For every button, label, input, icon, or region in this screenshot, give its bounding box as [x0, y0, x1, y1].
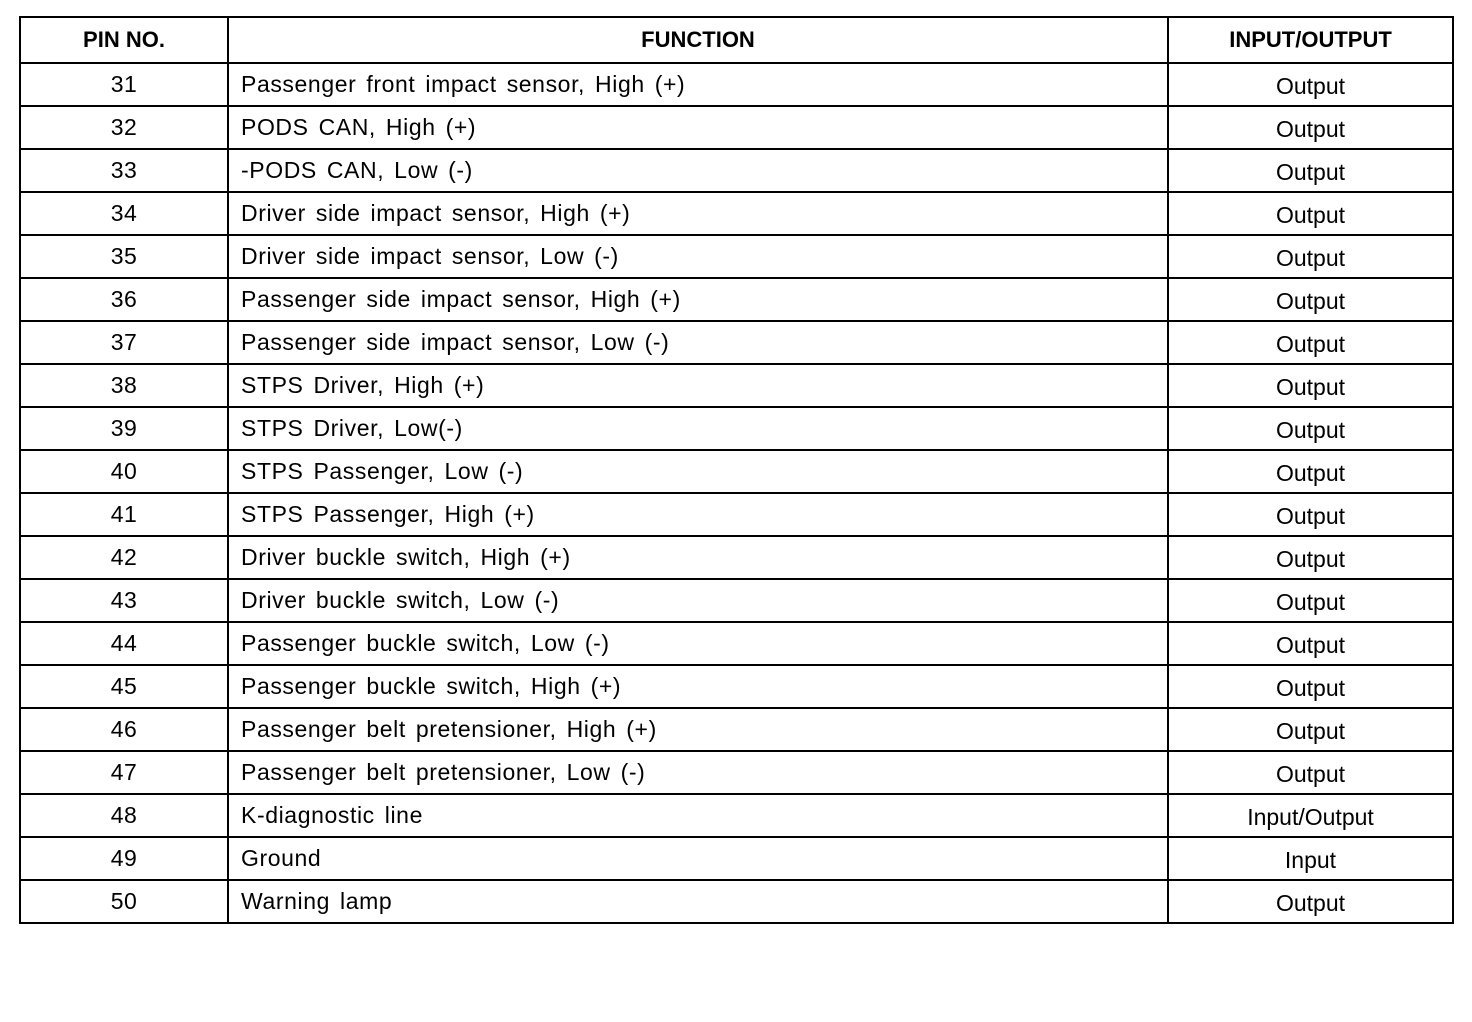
- function-cell: Ground: [228, 837, 1168, 880]
- function-cell: Passenger belt pretensioner, Low (-): [228, 751, 1168, 794]
- io-cell: Output: [1168, 751, 1453, 794]
- pin-cell: 39: [20, 407, 228, 450]
- io-cell: Output: [1168, 278, 1453, 321]
- pin-cell: 31: [20, 63, 228, 106]
- pin-cell: 42: [20, 536, 228, 579]
- pin-cell: 38: [20, 364, 228, 407]
- io-cell: Output: [1168, 106, 1453, 149]
- io-cell: Output: [1168, 63, 1453, 106]
- pin-function-table: [19, 16, 1454, 924]
- io-cell: Output: [1168, 407, 1453, 450]
- io-cell: Output: [1168, 536, 1453, 579]
- io-cell: Output: [1168, 321, 1453, 364]
- table-row: [20, 235, 1453, 278]
- function-cell: Passenger belt pretensioner, High (+): [228, 708, 1168, 751]
- pin-cell: 40: [20, 450, 228, 493]
- table-row: [20, 149, 1453, 192]
- function-cell: STPS Passenger, Low (-): [228, 450, 1168, 493]
- io-cell: Output: [1168, 149, 1453, 192]
- table-row: [20, 407, 1453, 450]
- function-cell: K-diagnostic line: [228, 794, 1168, 837]
- header-pin-no: PIN NO.: [20, 17, 228, 63]
- io-cell: Output: [1168, 622, 1453, 665]
- io-cell: Output: [1168, 579, 1453, 622]
- io-cell: Input: [1168, 837, 1453, 880]
- io-cell: Output: [1168, 880, 1453, 923]
- table-row: [20, 794, 1453, 837]
- table-row: [20, 837, 1453, 880]
- io-cell: Output: [1168, 450, 1453, 493]
- io-cell: Output: [1168, 192, 1453, 235]
- io-cell: Output: [1168, 708, 1453, 751]
- io-cell: Output: [1168, 665, 1453, 708]
- function-cell: Passenger front impact sensor, High (+): [228, 63, 1168, 106]
- io-cell: Input/Output: [1168, 794, 1453, 837]
- pin-cell: 46: [20, 708, 228, 751]
- pin-cell: 34: [20, 192, 228, 235]
- function-cell: Driver buckle switch, High (+): [228, 536, 1168, 579]
- table-row: [20, 536, 1453, 579]
- table-row: [20, 579, 1453, 622]
- function-cell: STPS Driver, High (+): [228, 364, 1168, 407]
- function-cell: Passenger buckle switch, High (+): [228, 665, 1168, 708]
- function-cell: -PODS CAN, Low (-): [228, 149, 1168, 192]
- table-row: [20, 278, 1453, 321]
- io-cell: Output: [1168, 364, 1453, 407]
- pin-cell: 45: [20, 665, 228, 708]
- io-cell: Output: [1168, 235, 1453, 278]
- table-row: [20, 708, 1453, 751]
- io-cell: Output: [1168, 493, 1453, 536]
- table-row: [20, 622, 1453, 665]
- pin-cell: 33: [20, 149, 228, 192]
- table-body: [20, 63, 1453, 923]
- function-cell: STPS Driver, Low(-): [228, 407, 1168, 450]
- header-input-output: INPUT/OUTPUT: [1168, 17, 1453, 63]
- table-row: [20, 321, 1453, 364]
- pin-cell: 48: [20, 794, 228, 837]
- header-function: FUNCTION: [228, 17, 1168, 63]
- function-cell: Driver side impact sensor, Low (-): [228, 235, 1168, 278]
- pin-cell: 37: [20, 321, 228, 364]
- table-row: [20, 192, 1453, 235]
- table-header: [20, 17, 1453, 63]
- function-cell: PODS CAN, High (+): [228, 106, 1168, 149]
- table-row: [20, 751, 1453, 794]
- pin-cell: 47: [20, 751, 228, 794]
- pin-cell: 50: [20, 880, 228, 923]
- pin-cell: 41: [20, 493, 228, 536]
- table-row: [20, 63, 1453, 106]
- function-cell: Driver side impact sensor, High (+): [228, 192, 1168, 235]
- table-row: [20, 106, 1453, 149]
- function-cell: Passenger side impact sensor, Low (-): [228, 321, 1168, 364]
- table-row: [20, 665, 1453, 708]
- pin-cell: 36: [20, 278, 228, 321]
- pin-cell: 32: [20, 106, 228, 149]
- table-row: [20, 364, 1453, 407]
- function-cell: Driver buckle switch, Low (-): [228, 579, 1168, 622]
- pin-cell: 43: [20, 579, 228, 622]
- table-row: [20, 880, 1453, 923]
- pin-cell: 35: [20, 235, 228, 278]
- function-cell: STPS Passenger, High (+): [228, 493, 1168, 536]
- pin-cell: 44: [20, 622, 228, 665]
- function-cell: Warning lamp: [228, 880, 1168, 923]
- table-row: [20, 450, 1453, 493]
- function-cell: Passenger buckle switch, Low (-): [228, 622, 1168, 665]
- table-row: [20, 493, 1453, 536]
- header-row: [20, 17, 1453, 63]
- function-cell: Passenger side impact sensor, High (+): [228, 278, 1168, 321]
- pin-cell: 49: [20, 837, 228, 880]
